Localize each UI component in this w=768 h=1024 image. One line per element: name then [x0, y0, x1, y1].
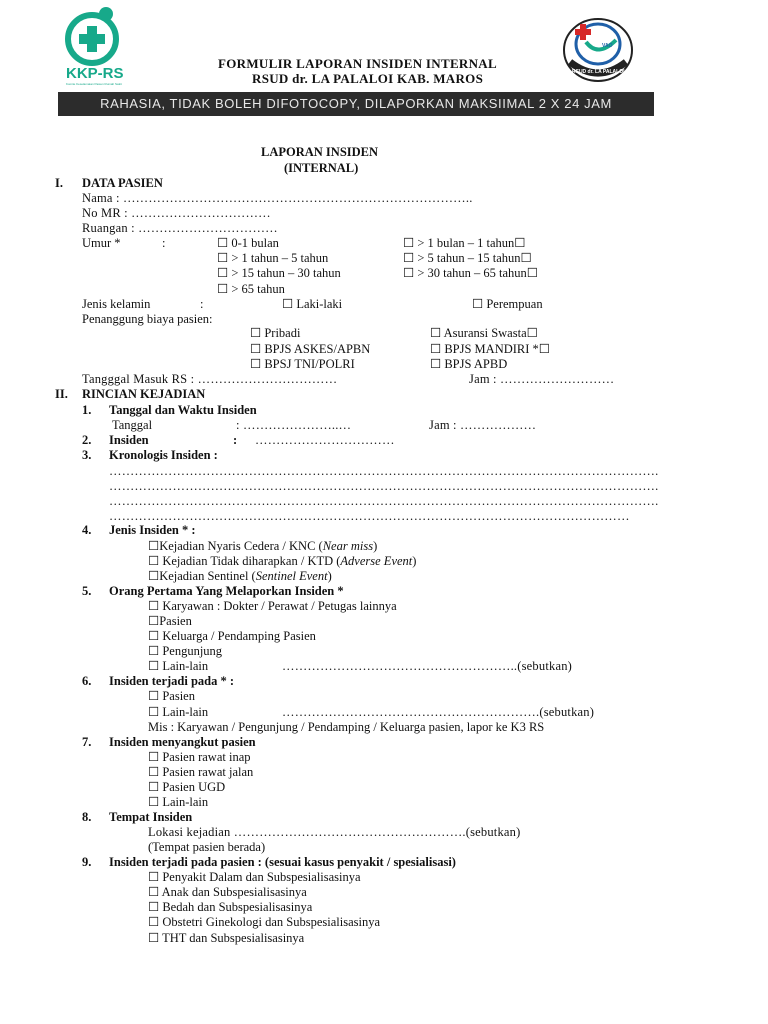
- report-title: LAPORAN INSIDEN: [261, 145, 379, 159]
- umur-option[interactable]: ☐ > 5 tahun – 15 tahun☐: [403, 251, 532, 265]
- biaya-option[interactable]: ☐ Pribadi: [250, 326, 301, 340]
- umur-option[interactable]: ☐ 0-1 bulan: [217, 236, 279, 250]
- jenis-kelamin-option[interactable]: ☐ Laki-laki: [282, 297, 343, 311]
- tanggal-masuk-field[interactable]: Tangggal Masuk RS : ……………………………: [82, 372, 338, 386]
- umur-option[interactable]: ☐ > 1 bulan – 1 tahun☐: [403, 236, 526, 250]
- kronologis-line[interactable]: ………………………………………………………………………………………………………………….: [109, 464, 659, 478]
- kronologis-line[interactable]: ………………………………………………………………………………………………………………….: [109, 479, 659, 493]
- pelapor-option[interactable]: ☐ Karyawan : Dokter / Perawat / Petugas lainnya: [148, 599, 397, 613]
- kkp-rs-logo-subtext: Komite Keselamatan Pasien Rumah Sakit: [66, 82, 122, 86]
- nama-field[interactable]: Nama : ………………………………………………………………………..: [82, 191, 473, 205]
- hospital-name: RSUD dr. LA PALALOI KAB. MAROS: [252, 71, 484, 86]
- ruangan-field[interactable]: Ruangan : ……………………………: [82, 221, 278, 235]
- q7-title: Insiden menyangkut pasien: [109, 735, 256, 749]
- section-1-number: I.: [55, 176, 63, 190]
- umur-option[interactable]: ☐ > 15 tahun – 30 tahun: [217, 266, 341, 280]
- q2-title: Insiden: [109, 433, 149, 447]
- biaya-option[interactable]: ☐ Asuransi Swasta☐: [430, 326, 538, 340]
- kkp-rs-logo: [62, 4, 134, 86]
- q6-note: Mis : Karyawan / Pengunjung / Pendamping / Keluarga pasien, lapor ke K3 RS: [148, 720, 545, 734]
- jenis-kelamin-label: Jenis kelamin: [82, 297, 151, 311]
- section-2-number: II.: [55, 387, 68, 401]
- q2-colon: :: [233, 433, 238, 447]
- q2-number: 2.: [82, 433, 92, 447]
- umur-colon: :: [162, 236, 166, 250]
- q9-number: 9.: [82, 855, 92, 869]
- section-2-title: RINCIAN KEJADIAN: [82, 387, 206, 401]
- umur-option[interactable]: ☐ > 1 tahun – 5 tahun: [217, 251, 329, 265]
- umur-option[interactable]: ☐ > 30 tahun – 65 tahun☐: [403, 266, 539, 280]
- menyangkut-pasien-option[interactable]: ☐ Pasien rawat jalan: [148, 765, 254, 779]
- q1-tanggal-label: Tanggal: [112, 418, 153, 432]
- pelapor-option[interactable]: ☐ Pengunjung: [148, 644, 223, 658]
- q1-number: 1.: [82, 403, 92, 417]
- q3-title: Kronologis Insiden :: [109, 448, 218, 462]
- biaya-option[interactable]: ☐ BPJS MANDIRI *☐: [430, 342, 551, 356]
- q6-number: 6.: [82, 674, 92, 688]
- biaya-option[interactable]: ☐ BPJS APBD: [430, 357, 508, 371]
- q4-number: 4.: [82, 523, 92, 537]
- section-1-title: DATA PASIEN: [82, 176, 163, 190]
- spesialisasi-option[interactable]: ☐ Penyakit Dalam dan Subspesialisasinya: [148, 870, 361, 884]
- spesialisasi-option[interactable]: ☐ Anak dan Subspesialisasinya: [148, 885, 307, 899]
- terjadi-pada-option[interactable]: ☐ Pasien: [148, 689, 195, 703]
- spesialisasi-option[interactable]: ☐ THT dan Subspesialisasinya: [148, 931, 305, 945]
- q5-title: Orang Pertama Yang Melaporkan Insiden *: [109, 584, 344, 598]
- rsud-logo-text: RSUD dr. LA PALALOI: [572, 69, 625, 75]
- terjadi-pada-option[interactable]: ☐ Lain-lain: [148, 705, 209, 719]
- penanggung-biaya-label: Penanggung biaya pasien:: [82, 312, 213, 326]
- confidential-banner: [58, 92, 654, 116]
- jenis-kelamin-option[interactable]: ☐ Perempuan: [472, 297, 543, 311]
- menyangkut-pasien-option[interactable]: ☐ Pasien UGD: [148, 780, 226, 794]
- biaya-option[interactable]: ☐ BPSJ TNI/POLRI: [250, 357, 355, 371]
- pelapor-option[interactable]: ☐Pasien: [148, 614, 192, 628]
- banner-text: RAHASIA, TIDAK BOLEH DIFOTOCOPY, DILAPORKAN MAKSIIMAL 2 X 24 JAM: [100, 96, 612, 111]
- pelapor-option[interactable]: ☐ Keluarga / Pendamping Pasien: [148, 629, 316, 643]
- rsud-logo-badge: VAO: [602, 43, 613, 49]
- pelapor-option[interactable]: ☐ Lain-lain: [148, 659, 209, 673]
- kronologis-line[interactable]: ……………………………………………………………………………………………………………: [109, 509, 630, 523]
- jenis-kelamin-colon: :: [200, 297, 204, 311]
- q1-title: Tanggal dan Waktu Insiden: [109, 403, 257, 417]
- menyangkut-pasien-option[interactable]: ☐ Lain-lain: [148, 795, 209, 809]
- form-title: FORMULIR LAPORAN INSIDEN INTERNAL: [218, 56, 497, 71]
- kronologis-line[interactable]: ………………………………………………………………………………………………………………….: [109, 494, 659, 508]
- jenis-insiden-option-ktd[interactable]: ☐ Kejadian Tidak diharapkan / KTD (Adverse Event): [148, 554, 417, 568]
- spesialisasi-option[interactable]: ☐ Bedah dan Subspesialisasinya: [148, 900, 313, 914]
- menyangkut-pasien-option[interactable]: ☐ Pasien rawat inap: [148, 750, 251, 764]
- kkp-rs-logo-text: KKP-RS: [66, 65, 124, 82]
- q1-jam-field[interactable]: Jam : ………………: [429, 418, 537, 432]
- kkp-rs-emblem-icon: [62, 4, 134, 68]
- rsud-emblem-icon: [556, 14, 640, 88]
- q2-field[interactable]: ……………………………: [255, 433, 395, 447]
- terjadi-pada-other-field[interactable]: …………………………………………………….(sebutkan): [282, 705, 595, 719]
- q7-number: 7.: [82, 735, 92, 749]
- jenis-insiden-option-knc[interactable]: ☐Kejadian Nyaris Cedera / KNC (Near miss): [148, 539, 378, 553]
- q8-note: (Tempat pasien berada): [148, 840, 266, 854]
- q1-tanggal-field[interactable]: : …………………..…: [236, 418, 352, 432]
- q9-title: Insiden terjadi pada pasien : (sesuai kasus penyakit / spesialisasi): [109, 855, 456, 869]
- q6-title: Insiden terjadi pada * :: [109, 674, 235, 688]
- q5-number: 5.: [82, 584, 92, 598]
- pelapor-other-field[interactable]: ………………………………………………..(sebutkan): [282, 659, 573, 673]
- lokasi-kejadian-field[interactable]: Lokasi kejadian ……………………………………………….(sebutkan): [148, 825, 521, 839]
- q4-title: Jenis Insiden * :: [109, 523, 196, 537]
- spesialisasi-option[interactable]: ☐ Obstetri Ginekologi dan Subspesialisasinya: [148, 915, 381, 929]
- report-subtitle: (INTERNAL): [284, 161, 359, 175]
- nomr-field[interactable]: No MR : ……………………………: [82, 206, 271, 220]
- umur-label: Umur *: [82, 236, 121, 250]
- q8-title: Tempat Insiden: [109, 810, 193, 824]
- rsud-logo: [556, 14, 640, 88]
- jam-masuk-field[interactable]: Jam : ………………………: [469, 372, 615, 386]
- q3-number: 3.: [82, 448, 92, 462]
- biaya-option[interactable]: ☐ BPJS ASKES/APBN: [250, 342, 371, 356]
- jenis-insiden-option-sentinel[interactable]: ☐Kejadian Sentinel (Sentinel Event): [148, 569, 332, 583]
- umur-option[interactable]: ☐ > 65 tahun: [217, 282, 285, 296]
- q8-number: 8.: [82, 810, 92, 824]
